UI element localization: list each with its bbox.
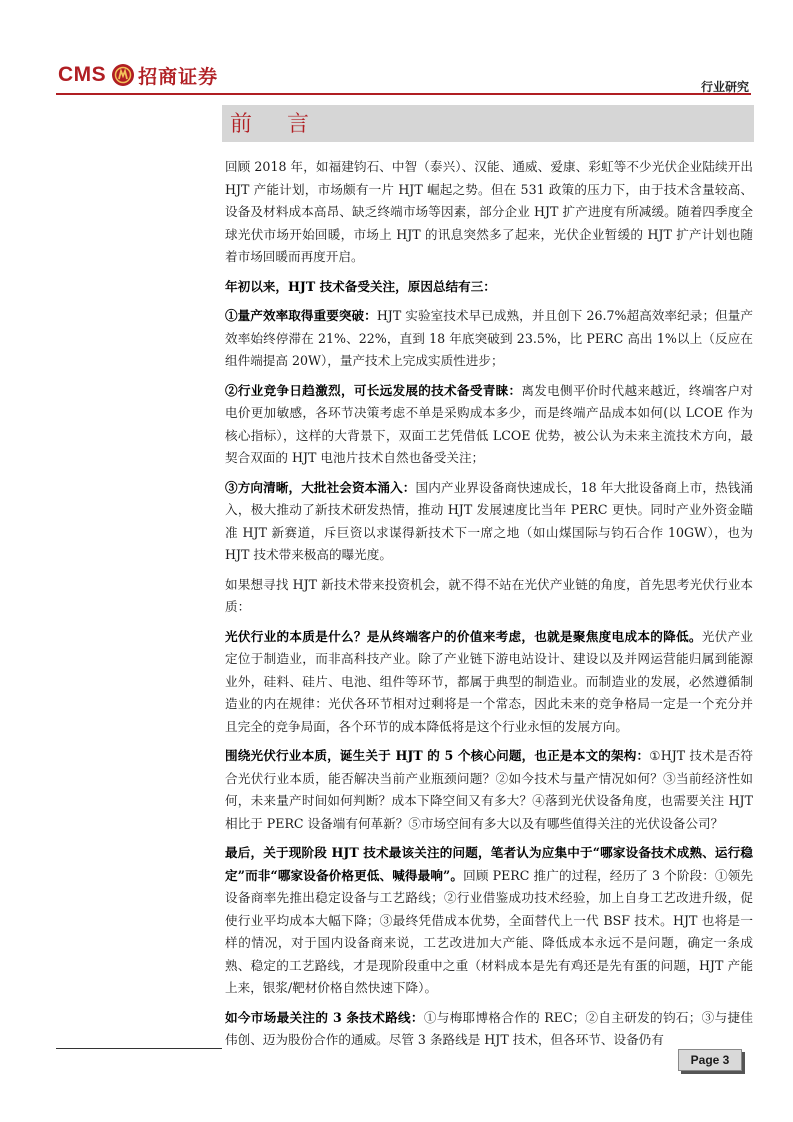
paragraph <box>225 626 753 739</box>
body-text <box>225 156 753 1059</box>
logo-chinese-text: 招商证券 <box>138 65 219 88</box>
paragraph-text: ①与梅耶博格合作的 REC；②自主研发的钧石；③与捷佳伟创、迈为股份合作的通威。尽管 3 条路线是 HJT 技术，但各环节、设备仍有 <box>225 1009 753 1047</box>
merchants-emblem-icon <box>111 63 135 87</box>
paragraph-lead: ②行业竞争日趋激烈，可长远发展的技术备受青睐： <box>225 382 522 398</box>
logo-cms-text: CMS <box>58 63 107 86</box>
paragraph-lead: ①量产效率取得重要突破： <box>225 308 377 323</box>
paragraph-lead: 最后，关于现阶段 HJT 技术最该关注的问题，笔者认为应集中于“哪家设备技术成熟、运行稳定”而非“哪家设备价格更低、喊得最响”。 <box>225 845 753 883</box>
paragraph <box>225 156 753 269</box>
header-divider <box>56 93 751 95</box>
paragraph-text: HJT 实验室技术早已成熟，并且创下 26.7%超高效率纪录；但量产效率始终停滞在 21%、22%，直到 18 年底突破到 23.5%，比 PERC 高出 1%以上（反应在组件端提高 20W），量产技术上完成实质性进步； <box>225 308 753 368</box>
paragraph-lead: 如今市场最关注的 3 条技术路线： <box>225 1009 424 1025</box>
page-number: Page 3 <box>678 1049 742 1071</box>
paragraph <box>225 380 753 470</box>
footer-divider <box>56 1048 222 1049</box>
paragraph <box>225 842 753 1000</box>
paragraph <box>225 1007 753 1052</box>
paragraph-text: 光伏产业定位于制造业，而非高科技产业。除了产业链下游电站设计、建设以及并网运营能归属到能源业外，硅料、硅片、电池、组件等环节，都属于典型的制造业。而制造业的发展，必然遵循制造业的内在规律：光伏各环节相对过剩将是一个常态，因此未来的竞争格局一定是一个充分并且完全的竞争局面，各个环节的成本降低将是这个行业永恒的发展方向。 <box>225 628 754 734</box>
paragraph-text: 如果想寻找 HJT 新技术带来投资机会，就不得不站在光伏产业链的角度，首先思考光伏行业本质： <box>225 576 753 614</box>
paragraph <box>225 574 753 619</box>
paragraph <box>225 276 753 299</box>
paragraph-text: 回顾 2018 年，如福建钧石、中智（泰兴）、汉能、通威、爱康、彩虹等不少光伏企业陆续开出 HJT 产能计划，市场颇有一片 HJT 崛起之势。但在 531 政策的压力下，由于技术含量较高、设备及材料成本高昂、缺乏终端市场等因素，部分企业 HJT 扩产进度有所减缓。随着四季度全球光伏市场开始回暖，市场上 HJT 的讯息突然多了起来，光伏企业暂缓的 HJT 扩产计划也随着市场回暖而再度开启。 <box>225 159 753 264</box>
section-heading-bar <box>222 105 754 142</box>
paragraph-lead: ③方向清晰，大批社会资本涌入： <box>225 479 416 495</box>
section-title: 前 言 <box>230 112 323 137</box>
paragraph-lead: 年初以来，HJT 技术备受关注，原因总结有三： <box>225 278 496 294</box>
paragraph <box>225 745 753 835</box>
paragraph <box>225 305 753 373</box>
paragraph-lead: 光伏行业的本质是什么？是从终端客户的价值来考虑，也就是聚焦度电成本的降低。 <box>225 628 702 644</box>
paragraph-text: ①HJT 技术是否符合光伏行业本质，能否解决当前产业瓶颈问题？②如今技术与量产情况如何？③当前经济性如何，未来量产时间如何判断？成本下降空间又有多大？④落到光伏设备角度，也需要关注 HJT 相比于 PERC 设备端有何革新？⑤市场空间有多大以及有哪些值得关注的光伏设备公司？ <box>225 748 753 831</box>
paragraph-text: 国内产业界设备商快速成长，18 年大批设备商上市，热钱涌入，极大推动了新技术研发热情，推动 HJT 发展速度比当年 PERC 更快。同时产业外资金瞄准 HJT 新赛道，斥巨资以求谋得新技术下一席之地（如山煤国际与钧石合作 10GW），也为 HJT 技术带来极高的曝光度。 <box>225 479 754 562</box>
paragraph-lead: 围绕光伏行业本质，诞生关于 HJT 的 5 个核心问题，也正是本文的架构： <box>225 748 650 763</box>
company-logo <box>58 60 218 90</box>
paragraph-text: 离发电侧平价时代越来越近，终端客户对电价更加敏感，各环节决策考虑不单是采购成本多少，而是终端产品成本如何(以 LCOE 作为核心指标），这样的大背景下，双面工艺凭借低 LCOE 优势，被公认为未来主流技术方向，最契合双面的 HJT 电池片技术自然也备受关注； <box>225 382 754 465</box>
report-type-label: 行业研究 <box>700 80 749 94</box>
paragraph <box>225 477 753 567</box>
paragraph-text: 回顾 PERC 推广的过程，经历了 3 个阶段：①领先设备商率先推出稳定设备与工艺路线；②行业借鉴成功技术经验，加上自身工艺改进升级，促使行业平均成本大幅下降；③最终凭借成本优势，全面替代上一代 BSF 技术。HJT 也将是一样的情况，对于国内设备商来说，工艺改进加大产能、降低成本永远不是问题，确定一条成熟、稳定的工艺路线，才是现阶段重中之重（材料成本是先有鸡还是先有蛋的问题，HJT 产能上来，银浆/靶材价格自然快速下降）。 <box>225 867 754 995</box>
